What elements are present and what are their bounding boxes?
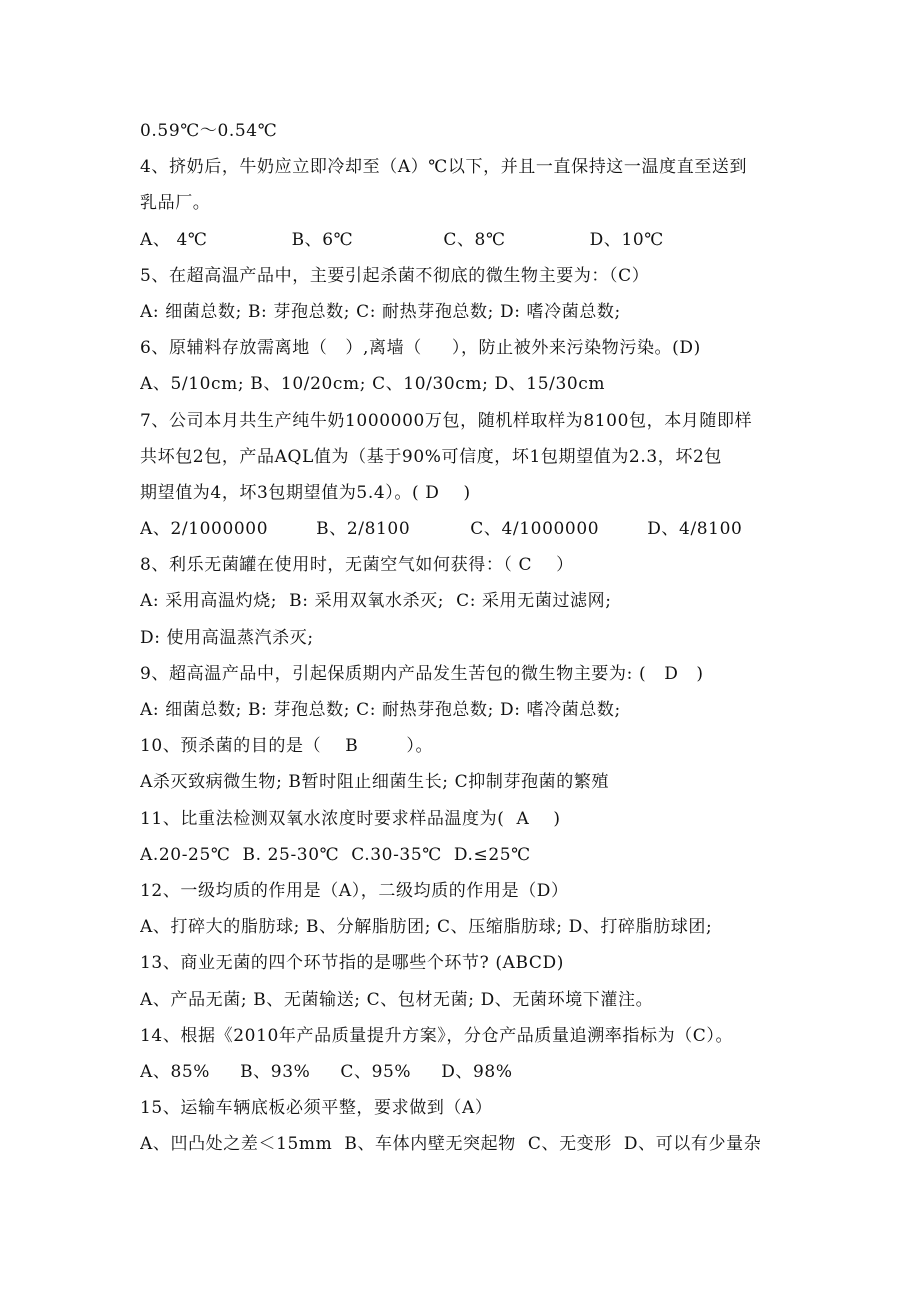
question-10-options: A杀灭致病微生物; B暂时阻止细菌生长; C抑制芽孢菌的繁殖 — [140, 772, 610, 793]
question-9: 9、超高温产品中，引起保质期内产品发生苦包的微生物主要为: ( D ) — [140, 663, 704, 684]
question-12: 12、一级均质的作用是（A），二级均质的作用是（D） — [140, 880, 569, 901]
question-6: 6、原辅料存放需离地（ ）,离墙（ ），防止被外来污染物污染。(D) — [140, 338, 701, 359]
question-8-options-1: A: 采用高温灼烧; B: 采用双氧水杀灭; C: 采用无菌过滤网; — [140, 591, 612, 612]
question-10: 10、预杀菌的目的是（ B ）。 — [140, 736, 434, 757]
question-8-options-2: D: 使用高温蒸汽杀灭; — [140, 627, 314, 648]
question-7-options: A、2/1000000 B、2/8100 C、4/1000000 D、4/8100 — [140, 519, 743, 540]
question-6-options: A、5/10cm; B、10/20cm; C、10/30cm; D、15/30cm — [140, 374, 606, 395]
question-15: 15、运输车辆底板必须平整，要求做到（A） — [140, 1098, 493, 1119]
question-13: 13、商业无菌的四个环节指的是哪些个环节? (ABCD) — [140, 953, 564, 974]
question-7-line-3: 期望值为4，坏3包期望值为5.4）。( D ) — [140, 482, 471, 503]
document-body — [140, 113, 800, 1162]
question-4-line-2: 乳品厂。 — [140, 193, 211, 214]
text-line: 0.59℃～0.54℃ — [140, 121, 278, 141]
question-7-line-1: 7、公司本月共生产纯牛奶1000000万包，随机样取样为8100包，本月随即样 — [140, 410, 753, 431]
question-13-options: A、产品无菌; B、无菌输送; C、包材无菌; D、无菌环境下灌注。 — [140, 989, 654, 1010]
question-5-options: A: 细菌总数; B: 芽孢总数; C: 耐热芽孢总数; D: 嗜冷菌总数; — [140, 301, 621, 322]
question-4-line-1: 4、挤奶后，牛奶应立即冷却至（A）℃以下，并且一直保持这一温度直至送到 — [140, 157, 748, 178]
question-14-options: A、85% B、93% C、95% D、98% — [140, 1061, 513, 1082]
question-7-line-2: 共坏包2包，产品AQL值为（基于90%可信度，坏1包期望值为2.3，坏2包 — [140, 446, 722, 467]
question-12-options: A、打碎大的脂肪球; B、分解脂肪团; C、压缩脂肪球; D、打碎脂肪球团; — [140, 917, 713, 938]
question-4-options: A、 4℃ B、6℃ C、8℃ D、10℃ — [140, 229, 664, 250]
question-14: 14、根据《2010年产品质量提升方案》，分仓产品质量追溯率指标为（C）。 — [140, 1025, 734, 1046]
question-15-options: A、凹凸处之差＜15mm B、车体内壁无突起物 C、无变形 D、可以有少量杂 — [140, 1134, 762, 1155]
question-11: 11、比重法检测双氧水浓度时要求样品温度为( A ) — [140, 808, 561, 829]
question-8: 8、利乐无菌罐在使用时，无菌空气如何获得：（ C ） — [140, 555, 574, 576]
question-9-options: A: 细菌总数; B: 芽孢总数; C: 耐热芽孢总数; D: 嗜冷菌总数; — [140, 700, 621, 720]
question-5: 5、在超高温产品中，主要引起杀菌不彻底的微生物主要为：（C） — [140, 265, 650, 286]
question-11-options: A.20-25℃ B. 25-30℃ C.30-35℃ D.≤25℃ — [140, 844, 531, 865]
